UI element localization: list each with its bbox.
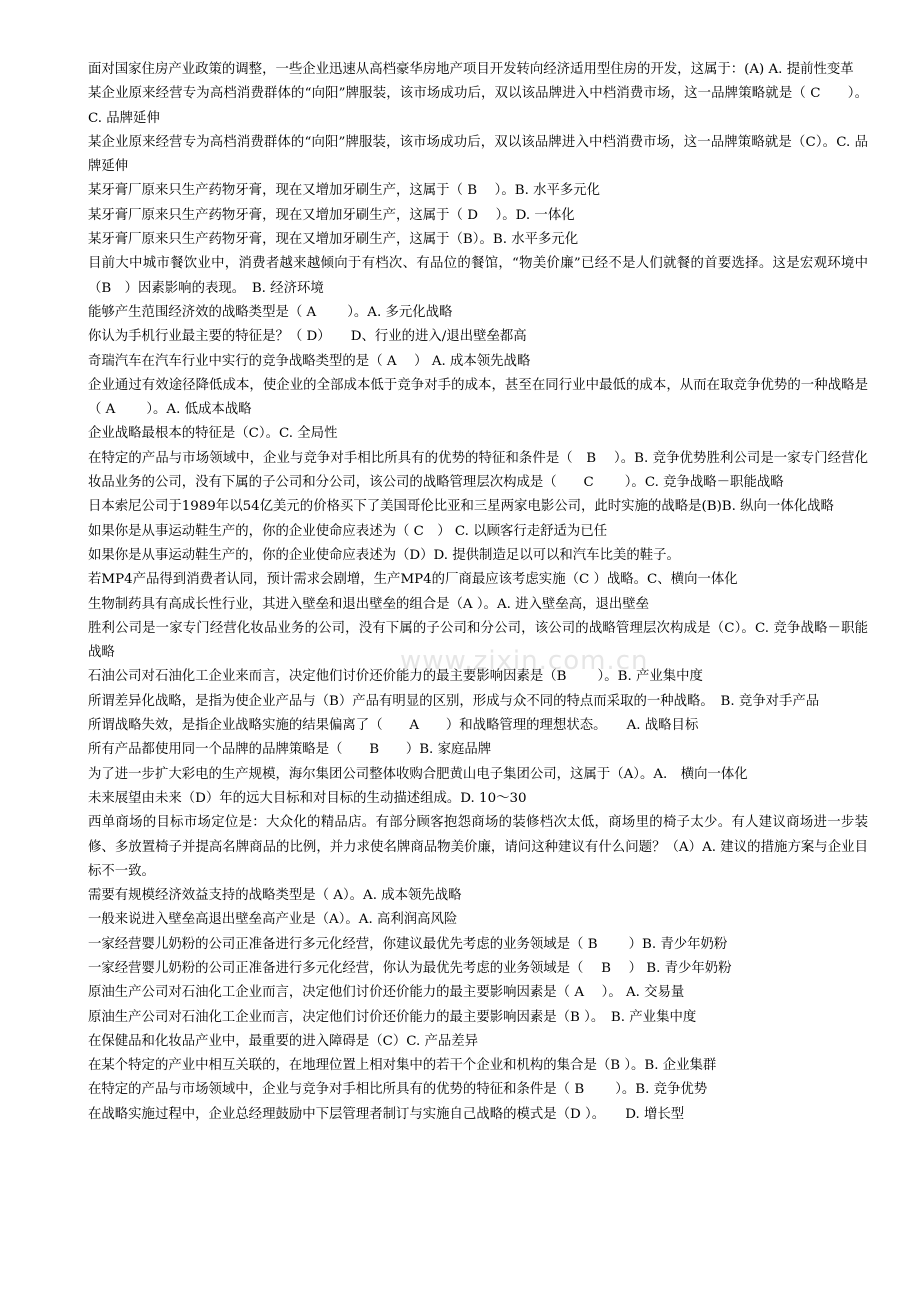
watermark: www.zixin.com.cn — [400, 646, 649, 676]
question-entry: 胜利公司是一家专门经营化妆品业务的公司，没有下属的子公司和分公司，该公司的战略管理层次构成是（C）。C. 竞争战略－职能战略 — [88, 620, 868, 661]
question-entry: 面对国家住房产业政策的调整，一些企业迅速从高档豪华房地产项目开发转向经济适用型住房的开发，这属于：(A) A. 提前性变革 — [88, 62, 854, 77]
question-entry: 企业战略最根本的特征是（C）。C. 全局性 — [88, 426, 338, 442]
question-entry: 需要有规模经济效益支持的战略类型是（ A）。A. 成本领先战略 — [88, 888, 462, 904]
question-entry: 企业通过有效途径降低成本，使企业的全部成本低于竞争对手的成本，甚至在同行业中最低的成本，从而在取竞争优势的一种战略是（ A ）。A. 低成本战略 — [88, 377, 868, 418]
question-entry: 某企业原来经营专为高档消费群体的“向阳”牌服装，该市场成功后，双以该品牌进入中档消费市场，这一品牌策略就是（ C ）。C. 品牌延伸 — [88, 86, 868, 126]
question-entry: 所有产品都使用同一个品牌的品牌策略是（ B ）B. 家庭品牌 — [88, 742, 492, 758]
question-entry: 奇瑞汽车在汽车行业中实行的竞争战略类型的是（ A ） A. 成本领先战略 — [88, 353, 531, 369]
question-entry: 未来展望由未来（D）年的远大目标和对目标的生动描述组成。D. 10～30 — [88, 790, 527, 806]
question-entry: 为了进一步扩大彩电的生产规模，海尔集团公司整体收购合肥黄山电子集团公司，这属于（A）。A. 横向一体化 — [88, 766, 748, 782]
question-entry: 你认为手机行业最主要的特征是？（ D） D、行业的进入/退出壁垒都高 — [88, 329, 527, 345]
question-entry: 在战略实施过程中，企业总经理鼓励中下层管理者制订与实施自己战略的模式是（D ）。 D. 增长型 — [88, 1106, 685, 1122]
question-entry: 如果你是从事运动鞋生产的，你的企业使命应表述为（ C ） C. 以顾客行走舒适为已任 — [88, 523, 608, 539]
question-entry: 在特定的产品与市场领域中，企业与竞争对手相比所具有的优势的特征和条件是（ B ）。B. 竞争优势胜利公司是一家专门经营化妆品业务的公司，没有下属的子公司和分公司，该公司的战略管理层次构成是（ C ）。C. 竞争战略－职能战略 — [88, 450, 868, 491]
question-entry: 日本索尼公司于1989年以54亿美元的价格买下了美国哥伦比亚和三星两家电影公司，此时实施的战略是(B)B. 纵向一体化战略 — [88, 499, 834, 515]
question-entry: 能够产生范围经济效的战略类型是（ A ）。A. 多元化战略 — [88, 304, 453, 320]
question-entry: 若MP4产品得到消费者认同，预计需求会剧增，生产MP4的厂商最应该考虑实施（C ）战略。C、横向一体化 — [88, 572, 738, 588]
question-entry: 一般来说进入壁垒高退出壁垒高产业是（A）。A. 高利润高风险 — [88, 912, 458, 928]
question-entry: 某牙膏厂原来只生产药物牙膏，现在又增加牙刷生产，这属于（ D ）。D. 一体化 — [88, 207, 575, 223]
question-entry: 在保健品和化妆品产业中，最重要的进入障碍是（C）C. 产品差异 — [88, 1033, 479, 1049]
question-entry: 一家经营婴儿奶粉的公司正准备进行多元化经营，你认为最优先考虑的业务领域是（ B ） B. 青少年奶粉 — [88, 960, 732, 976]
question-entry: 所谓差异化战略，是指为使企业产品与（B）产品有明显的区别，形成与众不同的特点而采取的一种战略。 B. 竞争对手产品 — [88, 693, 820, 709]
question-entry: 在特定的产品与市场领域中，企业与竞争对手相比所具有的优势的特征和条件是（ B ）。B. 竞争优势 — [88, 1082, 708, 1098]
document-page — [88, 58, 868, 1127]
question-entry: 原油生产公司对石油化工企业而言，决定他们讨价还价能力的最主要影响因素是（B ）。 B. 产业集中度 — [88, 1009, 697, 1025]
question-entry: 某企业原来经营专为高档消费群体的“向阳”牌服装，该市场成功后，双以该品牌进入中档消费市场，这一品牌策略就是（C）。C. 品牌延伸 — [88, 134, 868, 175]
question-entry: 西单商场的目标市场定位是：大众化的精品店。有部分顾客抱怨商场的装修档次太低，商场里的椅子太少。有人建议商场进一步装修、多放置椅子并提高名牌商品的比例，并力求使名牌商品物美价廉，请问这种建议有什么问题？（A）A. 建议的措施方案与企业目标不一致。 — [88, 815, 868, 879]
question-entry: 目前大中城市餐饮业中，消费者越来越倾向于有档次、有品位的餐馆，“物美价廉”已经不是人们就餐的首要选择。这是宏观环境中（B ）因素影响的表现。 B. 经济环境 — [88, 256, 868, 296]
question-entry: 原油生产公司对石油化工企业而言，决定他们讨价还价能力的最主要影响因素是（ A ）。 A. 交易量 — [88, 985, 685, 1001]
question-entry: 在某个特定的产业中相互关联的，在地理位置上相对集中的若干个企业和机构的集合是（B ）。B. 企业集群 — [88, 1058, 717, 1074]
question-entry: 某牙膏厂原来只生产药物牙膏，现在又增加牙刷生产，这属于（B）。B. 水平多元化 — [88, 232, 579, 248]
question-entry: 一家经营婴儿奶粉的公司正准备进行多元化经营，你建议最优先考虑的业务领域是（ B ）B. 青少年奶粉 — [88, 936, 728, 952]
question-entry: 石油公司对石油化工企业来而言，决定他们讨价还价能力的最主要影响因素是（B ）。B. 产业集中度 — [88, 669, 703, 685]
question-entry: 生物制药具有高成长性行业，其进入壁垒和退出壁垒的组合是（A ）。A. 进入壁垒高，退出壁垒 — [88, 596, 650, 612]
question-entry: 所谓战略失效，是指企业战略实施的结果偏离了（ A ）和战略管理的理想状态。 A. 战略目标 — [88, 718, 699, 734]
question-entry: 某牙膏厂原来只生产药物牙膏，现在又增加牙刷生产，这属于（ B ）。B. 水平多元化 — [88, 183, 601, 199]
question-entry: 如果你是从事运动鞋生产的，你的企业使命应表述为（D）D. 提供制造足以可以和汽车比美的鞋子。 — [88, 547, 680, 563]
